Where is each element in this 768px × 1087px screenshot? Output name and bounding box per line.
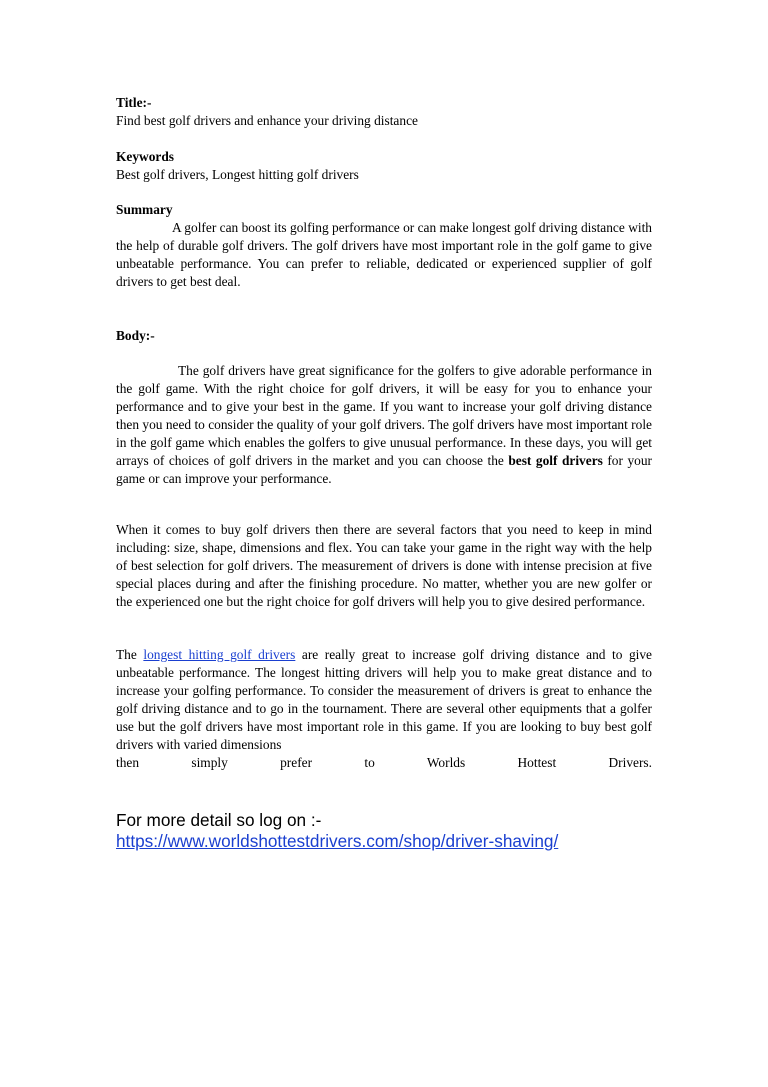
summary-heading: Summary <box>116 202 173 217</box>
keywords-text: Best golf drivers, Longest hitting golf drivers <box>116 167 359 182</box>
body-p3-after: are really great to increase golf driving distance and to give unbeatable performance. The longest hitting drivers will help you to make great distance and to increase your golfing performance. To consider the measurement of drivers is great to enhance the golf driving distance and to go in the tournament. There are several other equipments that a golfer use but the golf drivers have most important role in this game. If you are looking to buy best golf drivers with varied dimensions <box>116 647 652 752</box>
keywords-heading: Keywords <box>116 149 175 164</box>
body-paragraph-1-text <box>116 362 652 488</box>
keywords-section <box>116 148 652 184</box>
footer-label: For more detail so log on :- <box>116 810 322 830</box>
title-text: Find best golf drivers and enhance your driving distance <box>116 113 418 128</box>
summary-paragraph: A golfer can boost its golfing performance or can make longest golf driving distance with the help of durable golf drivers. The golf drivers have most important role in the golf game to give unbeatable performance. You can prefer to reliable, dedicated or experienced supplier of golf drivers to get best deal. <box>116 220 652 289</box>
best-golf-drivers-keyword: best golf drivers <box>508 453 603 468</box>
title-heading: Title:- <box>116 95 152 110</box>
body-paragraph-1 <box>116 362 652 488</box>
body-paragraph-3 <box>116 646 652 772</box>
body-paragraph-3-lastline: then simply prefer to Worlds Hottest Drivers. <box>116 755 652 770</box>
body-paragraph-2-text: When it comes to buy golf drivers then there are several factors that you need to keep in mind including: size, shape, dimensions and flex. You can take your game in the right way with the help of best selection for golf drivers. The measurement of drivers is done with intense precision at five special places during and after the finishing procedure. No matter, whether you are new golfer or the experienced one but the right choice for golf drivers will help you to give desired performance. <box>116 522 652 609</box>
body-paragraph-2 <box>116 521 652 611</box>
body-paragraph-3-text <box>116 646 652 754</box>
body-heading: Body:- <box>116 328 155 343</box>
body-p1-before: The golf drivers have great significance for the golfers to give adorable performance in the golf game. With the right choice for golf drivers, it will be easy for you to enhance your performance and to give your best in the game. If you want to increase your golf driving distance then you need to consider the quality of your golf drivers. The golf drivers have most important role in the golf game which enables the golfers to give unusual performance. In these days, you will get arrays of choices of golf drivers in the market and you can choose the <box>116 363 652 468</box>
body-p3-before: The <box>116 647 144 662</box>
body-heading-block <box>116 327 652 345</box>
body-p1-after: for your game or can improve your performance. <box>116 453 653 486</box>
longest-hitting-golf-drivers-link[interactable]: longest hitting golf drivers <box>143 647 296 662</box>
footer-block <box>116 810 676 852</box>
title-section <box>116 94 652 130</box>
footer-url-link[interactable]: https://www.worldshottestdrivers.com/shop/driver-shaving/ <box>116 831 559 851</box>
summary-section <box>116 201 652 291</box>
